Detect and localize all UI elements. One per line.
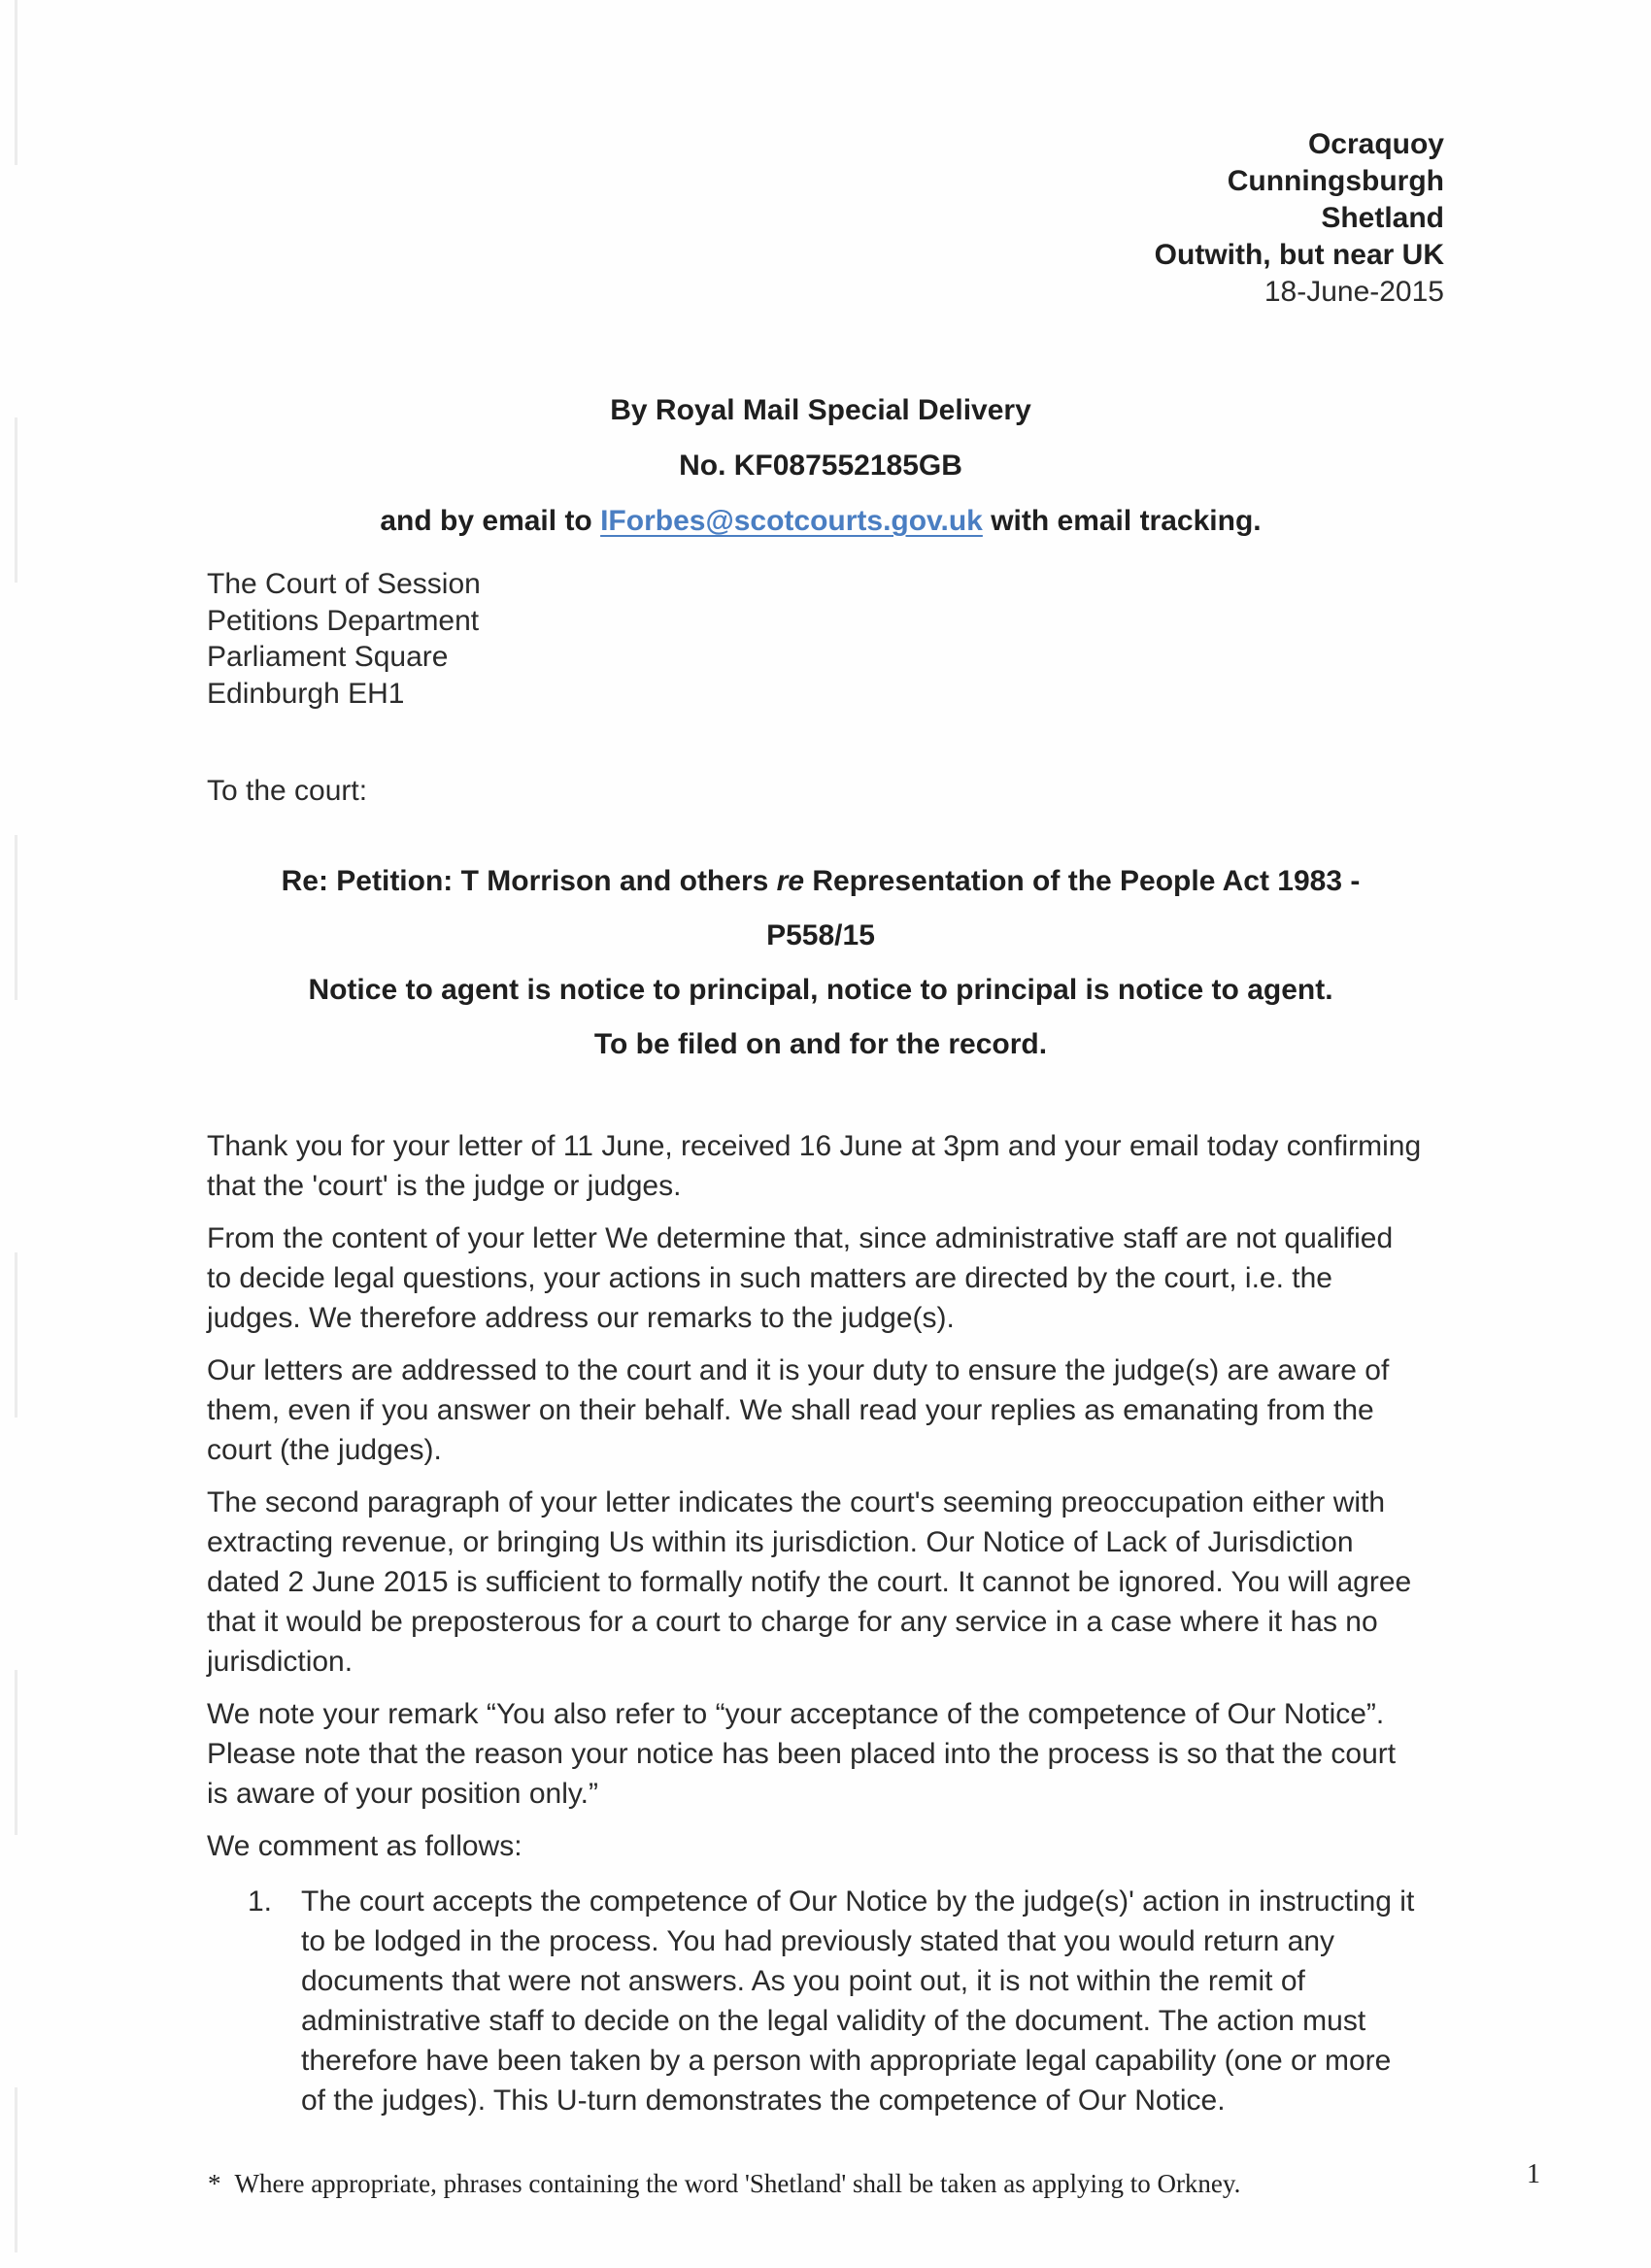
page-number: 1 xyxy=(1527,2159,1540,2189)
letter-body xyxy=(207,1126,1423,2120)
list-item-text: The court accepts the competence of Our Notice by the judge(s)' action in instructing it to be lodged in the process. You had previously stated that you would return any documents that were not answers. As you point out, it is not within the remit of administrative staff to decide on the legal validity of the document. The action must therefore have been taken by a person with appropriate legal capability (one or more of the judges). This U-turn demonstrates the competence of Our Notice. xyxy=(301,1885,1415,2117)
footnote-marker: * xyxy=(208,2169,221,2198)
paragraph: We note your remark “You also refer to “your acceptance of the competence of Our Notice”. Please note that the reason your notice has been placed into the process is so that the court is aware of your position only.” xyxy=(207,1698,1397,1810)
sender-line: Cunningsburgh xyxy=(1227,165,1444,197)
salutation: To the court: xyxy=(207,775,368,807)
letter-date: 18-June-2015 xyxy=(1264,276,1444,308)
recipient-line: Edinburgh EH1 xyxy=(207,677,405,710)
sender-line: Ocraquoy xyxy=(1307,128,1444,160)
numbered-list-item xyxy=(207,1882,1423,2120)
email-line-prefix: and by email to xyxy=(380,505,601,537)
paragraph: The second paragraph of your letter indicates the court's seeming preoccupation either with extracting revenue, or bringing Us within its jurisdiction. Our Notice of Lack of Jurisdiction dated 2 June 2015 is sufficient to formally notify the court. It cannot be ignored. You will agree that it would be preposterous for a court to charge for any service in a case where it has no jurisdiction. xyxy=(207,1486,1412,1678)
subject-re-part2: Representation of the People Act 1983 - xyxy=(804,865,1361,897)
notice-line: Notice to agent is notice to principal, notice to principal is notice to agent. xyxy=(308,974,1333,1006)
footnote xyxy=(208,2167,1451,2200)
list-intro: We comment as follows: xyxy=(207,1830,522,1862)
email-line-suffix: with email tracking. xyxy=(982,505,1262,537)
sender-address-block xyxy=(1155,126,1444,311)
recipient-line: The Court of Session xyxy=(207,568,481,600)
delivery-method-line: By Royal Mail Special Delivery xyxy=(610,394,1031,426)
paragraph: Thank you for your letter of 11 June, received 16 June at 3pm and your email today confirming that the 'court' is the judge or judges. xyxy=(207,1130,1422,1202)
subject-re-line xyxy=(207,862,1434,901)
list-item-number: 1. xyxy=(248,1885,273,1918)
email-delivery-line xyxy=(207,502,1434,541)
subject-re-italic: re xyxy=(776,865,804,897)
sender-line: Shetland xyxy=(1321,202,1444,234)
scan-artifact xyxy=(15,0,17,2268)
recipient-line: Petitions Department xyxy=(207,604,480,637)
tracking-number-line: No. KF087552185GB xyxy=(679,450,962,482)
footnote-text: Where appropriate, phrases containing the word 'Shetland' shall be taken as applying to Orkney. xyxy=(234,2169,1241,2198)
case-number: P558/15 xyxy=(766,919,875,951)
paragraph: Our letters are addressed to the court and it is your duty to ensure the judge(s) are aware of them, even if you answer on their behalf. We shall read your replies as emanating from the court (the judges). xyxy=(207,1354,1390,1466)
sender-line: Outwith, but near UK xyxy=(1154,239,1444,271)
paragraph: From the content of your letter We determine that, since administrative staff are not qualified to decide legal questions, your actions in such matters are directed by the court, i.e. the judges. We therefore address our remarks to the judge(s). xyxy=(207,1222,1394,1334)
recipient-line: Parliament Square xyxy=(207,641,449,673)
delivery-method-block xyxy=(207,391,1434,557)
email-link[interactable]: IForbes@scotcourts.gov.uk xyxy=(600,505,983,537)
subject-re-part1: Re: Petition: T Morrison and others xyxy=(281,865,777,897)
subject-block xyxy=(207,862,1434,1080)
recipient-address-block xyxy=(207,566,481,712)
filed-line: To be filed on and for the record. xyxy=(593,1028,1048,1060)
